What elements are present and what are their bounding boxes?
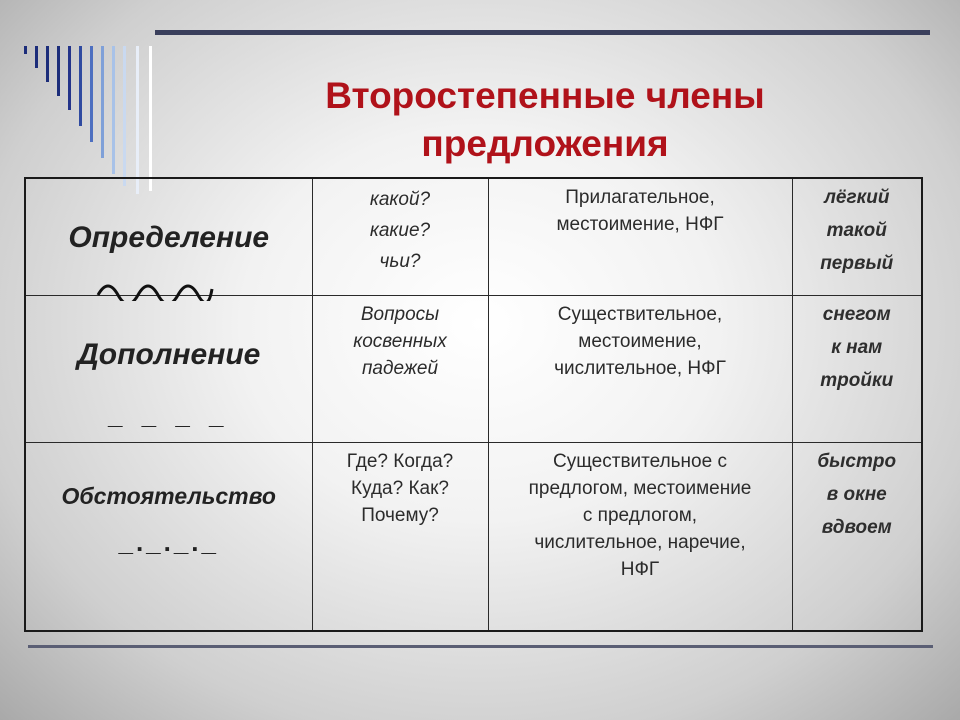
question-line: Куда? Как?: [351, 477, 449, 499]
question-line: какой?: [369, 189, 431, 210]
decorative-stripe: [35, 46, 38, 68]
dash-dot-underline-mark: _._._._: [118, 526, 219, 557]
decorative-stripe: [101, 46, 104, 158]
pos-line: НФГ: [620, 558, 660, 580]
question-line: Где? Когда?: [346, 450, 454, 472]
table-row: [25, 442, 922, 631]
decorative-stripe: [57, 46, 60, 96]
example-word: первый: [820, 253, 894, 274]
examples-cell: [792, 442, 922, 631]
question-line: Почему?: [361, 504, 439, 526]
pos-line: Прилагательное,: [565, 187, 715, 208]
questions-cell: [312, 295, 488, 442]
term-name: Дополнение: [77, 337, 261, 371]
questions-cell: [312, 178, 488, 295]
example-word: к нам: [831, 336, 883, 358]
examples-cell: [792, 295, 922, 442]
decorative-stripes: [24, 46, 164, 196]
question-line: Вопросы: [360, 303, 440, 325]
decorative-stripe: [136, 46, 139, 194]
pos-line: местоимение,: [578, 330, 702, 352]
example-word: такой: [826, 220, 887, 241]
decorative-stripe: [68, 46, 71, 110]
slide-title: [240, 72, 850, 168]
example-word: тройки: [820, 369, 894, 391]
example-word: лёгкий: [824, 187, 890, 208]
decorative-stripe: [24, 46, 27, 54]
example-word: снегом: [822, 303, 891, 325]
sentence-members-table: [24, 177, 923, 632]
term-name: Определение: [68, 221, 270, 254]
title-line-2: предложения: [421, 123, 669, 164]
example-word: быстро: [817, 450, 897, 472]
title-line-1: Второстепенные члены: [325, 75, 765, 116]
table-row: [25, 178, 922, 295]
pos-line: Существительное,: [557, 303, 723, 325]
pos-line: с предлогом,: [582, 504, 698, 526]
decorative-stripe: [149, 46, 152, 191]
decorative-stripe: [79, 46, 82, 126]
question-line: какие?: [369, 220, 431, 241]
term-cell: [25, 442, 312, 631]
parts-of-speech-cell: [488, 295, 792, 442]
decorative-stripe: [46, 46, 49, 82]
table-row: [25, 295, 922, 442]
bottom-decorative-rule: [28, 645, 933, 648]
question-line: косвенных: [353, 330, 447, 352]
pos-line: местоимение, НФГ: [556, 214, 724, 235]
pos-line: числительное, НФГ: [554, 357, 726, 379]
term-cell: [25, 295, 312, 442]
parts-of-speech-cell: [488, 442, 792, 631]
pos-line: предлогом, местоимение: [528, 477, 752, 499]
decorative-stripe: [90, 46, 93, 142]
decorative-stripe: [123, 46, 126, 186]
dashed-underline-mark: _ _ _ _: [107, 399, 230, 430]
question-line: падежей: [361, 357, 439, 379]
examples-cell: [792, 178, 922, 295]
example-word: в окне: [826, 483, 887, 505]
decorative-stripe: [112, 46, 115, 174]
pos-line: числительное, наречие,: [534, 531, 746, 553]
term-name: Обстоятельство: [61, 482, 276, 509]
question-line: чьи?: [379, 251, 421, 272]
pos-line: Существительное с: [553, 450, 727, 472]
top-decorative-rule: [155, 30, 930, 35]
example-word: вдвоем: [821, 516, 892, 538]
parts-of-speech-cell: [488, 178, 792, 295]
questions-cell: [312, 442, 488, 631]
term-cell: [25, 178, 312, 295]
